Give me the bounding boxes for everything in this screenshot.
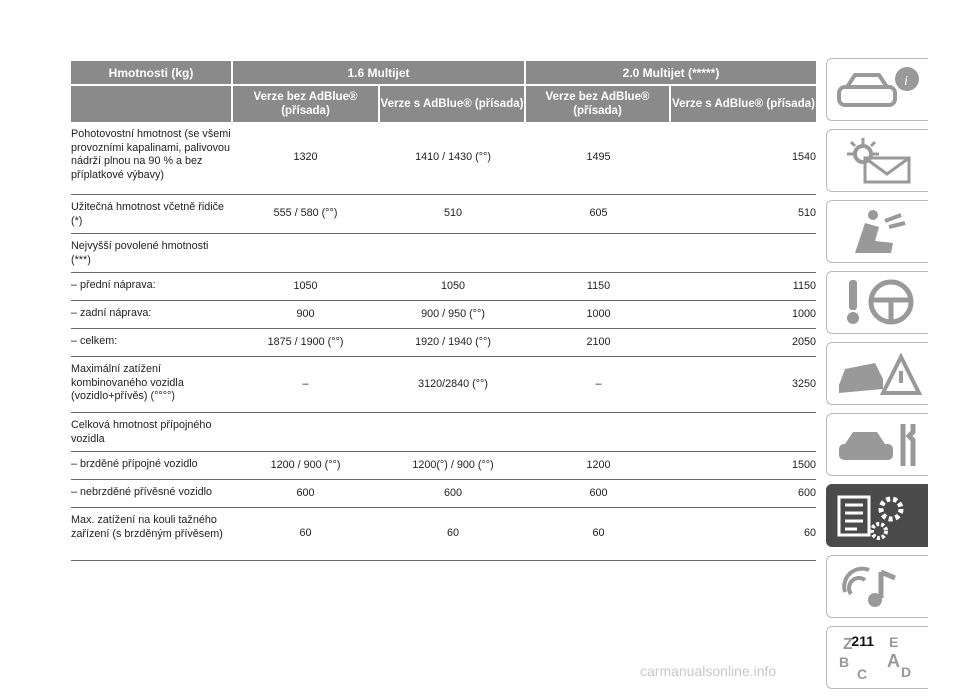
header-mass: Hmotnosti (kg) bbox=[71, 61, 231, 84]
table-subheader-row bbox=[71, 86, 816, 122]
table-row bbox=[71, 301, 816, 329]
row-value: 1875 / 1900 (°°) bbox=[267, 335, 344, 348]
row-value bbox=[380, 413, 526, 451]
table-row bbox=[71, 273, 816, 301]
header-engine-1-6: 1.6 Multijet bbox=[233, 61, 524, 84]
row-value: 1150 bbox=[586, 279, 611, 292]
row-value: 1320 bbox=[293, 151, 318, 164]
row-value: 1000 bbox=[586, 307, 611, 320]
subheader-variant: Verze s AdBlue® (přísada) bbox=[380, 86, 524, 122]
svg-text:E: E bbox=[889, 634, 899, 650]
row-value: 1200 / 900 (°°) bbox=[270, 458, 341, 471]
row-value: 2050 bbox=[791, 335, 816, 348]
row-value: 1050 bbox=[440, 279, 466, 292]
row-label: Užitečná hmotnost včetně řidiče (*) bbox=[71, 201, 225, 227]
row-label: Max. zatížení na kouli tažného zařízení (s brzděným přívěsem) bbox=[71, 514, 223, 540]
row-value: 1000 bbox=[791, 307, 816, 320]
row-value: 1200(°) / 900 (°°) bbox=[412, 458, 494, 471]
row-value: 2100 bbox=[586, 335, 611, 348]
row-value: 1050 bbox=[293, 279, 318, 292]
svg-text:B: B bbox=[839, 654, 850, 670]
row-value: 600 bbox=[296, 486, 315, 499]
watermark: carmanualsonline.info bbox=[640, 663, 777, 679]
dashboard-lights-icon bbox=[835, 136, 925, 186]
row-value: 1495 bbox=[586, 151, 611, 164]
table-row bbox=[71, 122, 816, 195]
subheader-variant: Verze bez AdBlue® (přísada) bbox=[526, 86, 669, 122]
row-value: 1200 bbox=[586, 458, 611, 471]
row-label: Maximální zatížení kombinovaného vozidla (vozidlo+přívěs) (°°°°) bbox=[71, 363, 184, 402]
table-row bbox=[71, 480, 816, 508]
row-value: 60 bbox=[592, 527, 605, 540]
row-value: 900 / 950 (°°) bbox=[421, 307, 485, 320]
row-value: – bbox=[302, 377, 309, 390]
row-value bbox=[231, 234, 380, 272]
row-value bbox=[526, 413, 671, 451]
tab-car-info[interactable] bbox=[826, 58, 928, 121]
row-value: 600 bbox=[589, 486, 608, 499]
subheader-empty bbox=[71, 86, 231, 122]
row-value: 900 bbox=[296, 307, 315, 320]
row-value bbox=[231, 413, 380, 451]
row-value: 1500 bbox=[791, 458, 816, 471]
row-label: – brzděné přípojné vozidlo bbox=[71, 458, 198, 470]
table-row bbox=[71, 508, 816, 561]
airbag-seat-icon bbox=[835, 207, 925, 257]
row-value bbox=[380, 234, 526, 272]
table-body bbox=[71, 122, 816, 561]
svg-text:D: D bbox=[901, 664, 912, 680]
chapter-sidebar bbox=[826, 58, 928, 697]
row-value: 600 bbox=[797, 486, 816, 499]
row-value: 1150 bbox=[792, 279, 816, 292]
row-label: – nebrzděné přívěsné vozidlo bbox=[71, 486, 213, 498]
table-row bbox=[71, 357, 816, 413]
row-value: 510 bbox=[797, 207, 816, 220]
tab-multimedia[interactable] bbox=[826, 555, 928, 618]
table-row bbox=[71, 234, 816, 273]
table-row bbox=[71, 329, 816, 357]
row-value: 1410 / 1430 (°°) bbox=[415, 151, 491, 164]
specs-table bbox=[71, 61, 816, 561]
row-value bbox=[526, 234, 671, 272]
subheader-variant: Verze s AdBlue® (přísada) bbox=[671, 86, 816, 122]
subheader-variant: Verze bez AdBlue® (přísada) bbox=[233, 86, 378, 122]
svg-text:A: A bbox=[887, 651, 900, 671]
row-value bbox=[671, 234, 816, 272]
tab-airbag-seat[interactable] bbox=[826, 200, 928, 263]
row-value: 510 bbox=[443, 207, 462, 220]
header-engine-2-0: 2.0 Multijet (*****) bbox=[526, 61, 816, 84]
row-value: 605 bbox=[589, 207, 608, 220]
car-warning-icon bbox=[835, 349, 925, 399]
row-value: 600 bbox=[443, 486, 462, 499]
row-label: – zadní náprava: bbox=[71, 307, 152, 319]
table-row bbox=[71, 195, 816, 234]
tab-specs[interactable] bbox=[826, 484, 928, 547]
row-value: 1540 bbox=[791, 151, 816, 164]
svg-text:Z: Z bbox=[843, 636, 853, 653]
car-info-icon bbox=[835, 65, 925, 115]
row-label: Pohotovostní hmotnost (se všemi provozními kapalinami, palivovou nádrží plnou na 90 % a bez příplatkové výbavy) bbox=[71, 128, 231, 181]
key-steering-wheel-icon bbox=[835, 278, 925, 328]
tab-car-service[interactable] bbox=[826, 413, 928, 476]
svg-text:i: i bbox=[904, 74, 908, 89]
svg-text:C: C bbox=[857, 666, 868, 682]
car-service-tools-icon bbox=[835, 420, 925, 470]
row-value bbox=[671, 413, 816, 451]
row-value: 60 bbox=[803, 527, 816, 540]
table-row bbox=[71, 452, 816, 480]
row-value: 555 / 580 (°°) bbox=[273, 207, 338, 220]
row-value: 60 bbox=[299, 527, 312, 540]
tab-dashboard-lights[interactable] bbox=[826, 129, 928, 192]
multimedia-icon bbox=[835, 562, 925, 612]
tab-key-steering[interactable] bbox=[826, 271, 928, 334]
row-label: Celková hmotnost přípojného vozidla bbox=[71, 419, 212, 445]
tab-car-warning[interactable] bbox=[826, 342, 928, 405]
table-header-row bbox=[71, 61, 816, 84]
row-value: 1920 / 1940 (°°) bbox=[415, 335, 491, 348]
row-label: – celkem: bbox=[71, 335, 118, 347]
row-value: 3250 bbox=[791, 377, 816, 390]
row-label: Nejvyšší povolené hmotnosti (***) bbox=[71, 240, 209, 266]
row-label: – přední náprava: bbox=[71, 279, 156, 291]
page-number: 211 bbox=[851, 633, 874, 649]
row-value: – bbox=[595, 377, 602, 390]
specs-gears-icon bbox=[835, 491, 925, 541]
row-value: 3120/2840 (°°) bbox=[418, 377, 488, 390]
row-value: 60 bbox=[446, 527, 459, 540]
table-row bbox=[71, 413, 816, 452]
